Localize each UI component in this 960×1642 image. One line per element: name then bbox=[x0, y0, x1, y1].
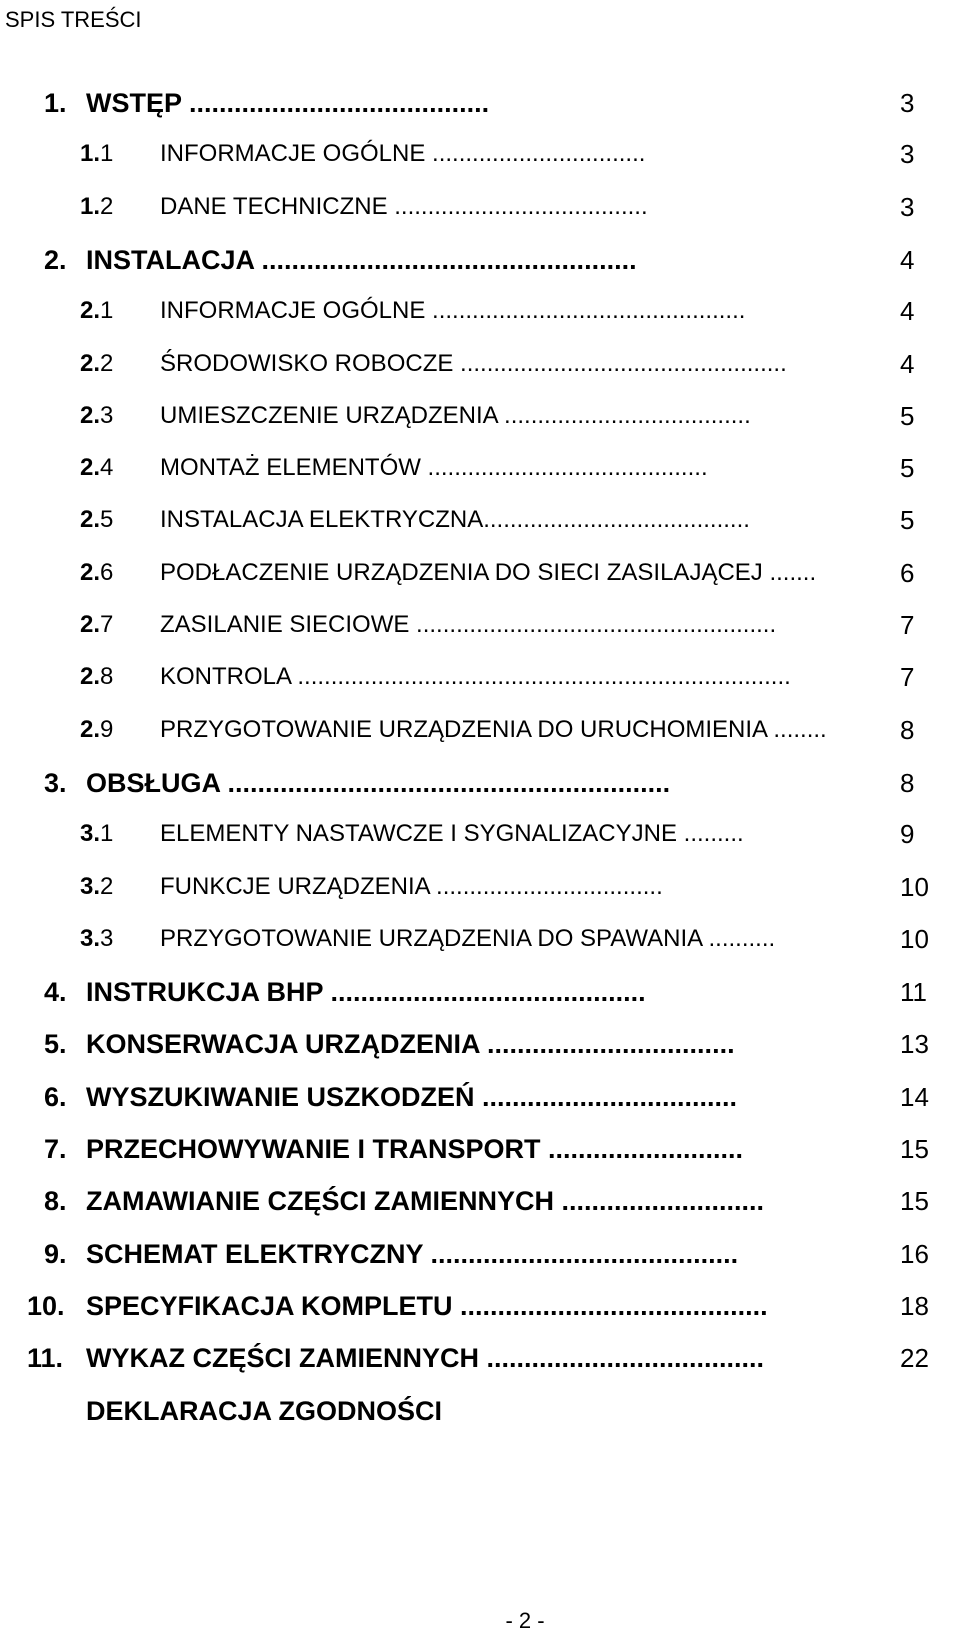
toc-entry-number-minor: 4 bbox=[100, 454, 114, 481]
toc-entry[interactable] bbox=[0, 1132, 960, 1172]
toc-entry[interactable] bbox=[0, 923, 960, 963]
toc-entry-number-major: 3. bbox=[80, 820, 101, 847]
toc-entry-number-minor: 1 bbox=[100, 820, 114, 847]
toc-entry-page: 15 bbox=[900, 1186, 929, 1216]
toc-entry-page: 9 bbox=[900, 819, 915, 849]
toc-entry-title: SPECYFIKACJA KOMPLETU ......................................... bbox=[86, 1291, 768, 1321]
toc-entry-page: 18 bbox=[900, 1291, 929, 1321]
toc-entry-number-major: 2. bbox=[80, 454, 101, 481]
toc-entry-number: 10. bbox=[27, 1291, 65, 1321]
toc-entry-title: PRZECHOWYWANIE I TRANSPORT .......................... bbox=[86, 1134, 744, 1164]
toc-entry-number-major: 2. bbox=[80, 716, 101, 743]
document-title: SPIS TREŚCI bbox=[5, 7, 142, 32]
toc-entry-number bbox=[80, 818, 113, 850]
toc-entry-title: ŚRODOWISKO ROBOCZE ................................................. bbox=[160, 350, 787, 377]
toc-entry[interactable] bbox=[0, 1341, 960, 1381]
toc-entry-number: 1. bbox=[44, 88, 67, 118]
toc-entry-page: 5 bbox=[900, 505, 915, 535]
toc-entry-title: DEKLARACJA ZGODNOŚCI bbox=[86, 1396, 443, 1426]
toc-entry-page: 8 bbox=[900, 715, 915, 745]
toc-entry-number-minor: 5 bbox=[100, 506, 114, 533]
toc-entry-title: KONSERWACJA URZĄDZENIA ................................. bbox=[86, 1029, 735, 1059]
toc-entry-title: KONTROLA .......................................................................... bbox=[160, 663, 791, 690]
toc-entry-number-major: 2. bbox=[80, 350, 101, 377]
toc-entry-title: INSTALACJA ELEKTRYCZNA........................................ bbox=[160, 506, 750, 533]
toc-entry-number: 8. bbox=[44, 1186, 67, 1216]
toc-entry[interactable] bbox=[0, 871, 960, 911]
toc-entry-number-major: 1. bbox=[80, 193, 101, 220]
toc-entry[interactable] bbox=[0, 295, 960, 335]
toc-entry-number bbox=[80, 871, 113, 903]
toc-entry-title: ELEMENTY NASTAWCZE I SYGNALIZACYJNE ......... bbox=[160, 820, 744, 847]
toc-entry-number-minor: 2 bbox=[100, 873, 114, 900]
toc-entry[interactable] bbox=[0, 1027, 960, 1067]
toc-entry-number bbox=[80, 661, 113, 693]
toc-entry-page: 3 bbox=[900, 139, 915, 169]
toc-entry-title: INFORMACJE OGÓLNE ................................ bbox=[160, 140, 646, 167]
toc-entry-page: 6 bbox=[900, 558, 915, 588]
toc-entry-number-minor: 2 bbox=[100, 350, 114, 377]
toc-entry-number bbox=[80, 452, 113, 484]
toc-entry-page: 3 bbox=[900, 88, 915, 118]
toc-entry[interactable] bbox=[0, 1080, 960, 1120]
toc-entry-page: 15 bbox=[900, 1134, 929, 1164]
toc-entry[interactable] bbox=[0, 557, 960, 597]
toc-entry-title: SCHEMAT ELEKTRYCZNY ......................................... bbox=[86, 1239, 739, 1269]
toc-entry[interactable] bbox=[0, 661, 960, 701]
toc-entry-number-major: 3. bbox=[80, 925, 101, 952]
toc-entry-title: INSTALACJA .................................................. bbox=[86, 245, 637, 275]
toc-entry-title: ZASILANIE SIECIOWE ...................................................... bbox=[160, 611, 777, 638]
toc-entry-title: PRZYGOTOWANIE URZĄDZENIA DO URUCHOMIENIA ........ bbox=[160, 716, 827, 743]
toc-entry-number-minor: 7 bbox=[100, 611, 114, 638]
toc-entry-number-major: 2. bbox=[80, 663, 101, 690]
toc-entry-page: 10 bbox=[900, 924, 929, 954]
toc-entry-number bbox=[80, 714, 113, 746]
toc-entry-title: PODŁACZENIE URZĄDZENIA DO SIECI ZASILAJĄCEJ ....... bbox=[160, 559, 817, 586]
toc-entry-page: 22 bbox=[900, 1343, 929, 1373]
toc-entry-number-major: 2. bbox=[80, 402, 101, 429]
toc-entry[interactable] bbox=[0, 766, 960, 806]
toc-entry-page: 5 bbox=[900, 401, 915, 431]
toc-entry[interactable] bbox=[0, 1184, 960, 1224]
toc-entry-number bbox=[80, 348, 113, 380]
toc-entry-number-minor: 2 bbox=[100, 193, 114, 220]
toc-entry-title: UMIESZCZENIE URZĄDZENIA ..................................... bbox=[160, 402, 751, 429]
toc-entry-title: INFORMACJE OGÓLNE ............................................... bbox=[160, 297, 746, 324]
toc-entry[interactable] bbox=[0, 609, 960, 649]
page-number: - 2 - bbox=[505, 1608, 545, 1633]
toc-entry[interactable] bbox=[0, 86, 960, 126]
toc-entry-number bbox=[80, 504, 113, 536]
toc-entry-number-major: 2. bbox=[80, 506, 101, 533]
toc-entry-title: WYSZUKIWANIE USZKODZEŃ .................................. bbox=[86, 1082, 738, 1112]
toc-entry-number: 3. bbox=[44, 768, 67, 798]
toc-entry-page: 10 bbox=[900, 872, 929, 902]
toc-entry[interactable] bbox=[0, 1237, 960, 1277]
toc-entry-number: 5. bbox=[44, 1029, 67, 1059]
toc-entry-number: 11. bbox=[27, 1343, 64, 1373]
toc-entry-title: DANE TECHNICZNE ...................................... bbox=[160, 193, 648, 220]
toc-entry-number bbox=[80, 923, 113, 955]
toc-entry[interactable] bbox=[0, 1394, 960, 1434]
toc-entry-page: 11 bbox=[900, 977, 927, 1007]
toc-entry-title: ZAMAWIANIE CZĘŚCI ZAMIENNYCH ........................... bbox=[86, 1186, 765, 1216]
toc-entry-title: OBSŁUGA ........................................................... bbox=[86, 768, 671, 798]
toc-entry-page: 3 bbox=[900, 192, 915, 222]
toc-entry-number-minor: 3 bbox=[100, 402, 114, 429]
toc-entry-number-minor: 9 bbox=[100, 716, 114, 743]
toc-entry[interactable] bbox=[0, 138, 960, 178]
toc-entry-number bbox=[80, 191, 113, 223]
toc-entry-page: 8 bbox=[900, 768, 915, 798]
toc-entry-title: FUNKCJE URZĄDZENIA .................................. bbox=[160, 873, 663, 900]
toc-entry-number bbox=[80, 295, 113, 327]
toc-entry-page: 4 bbox=[900, 349, 915, 379]
toc-entry-number bbox=[80, 557, 113, 589]
toc-entry-number-minor: 8 bbox=[100, 663, 114, 690]
toc-entry-number-major: 2. bbox=[80, 297, 101, 324]
toc-entry[interactable] bbox=[0, 504, 960, 544]
toc-entry-number: 6. bbox=[44, 1082, 67, 1112]
toc-entry-number-minor: 6 bbox=[100, 559, 114, 586]
toc-entry-title: WYKAZ CZĘŚCI ZAMIENNYCH ..................................... bbox=[86, 1343, 765, 1373]
toc-entry[interactable] bbox=[0, 348, 960, 388]
toc-entry-number bbox=[80, 400, 113, 432]
toc-entry-title: PRZYGOTOWANIE URZĄDZENIA DO SPAWANIA .......... bbox=[160, 925, 776, 952]
toc-entry[interactable] bbox=[0, 975, 960, 1015]
toc-entry-title: MONTAŻ ELEMENTÓW .......................................... bbox=[160, 454, 708, 481]
toc-entry-title: INSTRUKCJA BHP .......................................... bbox=[86, 977, 646, 1007]
toc-entry-page: 14 bbox=[900, 1082, 929, 1112]
toc-entry-number: 4. bbox=[44, 977, 67, 1007]
toc-entry-number: 2. bbox=[44, 245, 67, 275]
toc-entry-page: 4 bbox=[900, 296, 915, 326]
toc-entry-page: 7 bbox=[900, 662, 915, 692]
toc-entry-number-major: 3. bbox=[80, 873, 101, 900]
toc-entry[interactable] bbox=[0, 818, 960, 858]
toc-entry-page: 5 bbox=[900, 453, 915, 483]
toc-entry[interactable] bbox=[0, 1289, 960, 1329]
toc-entry[interactable] bbox=[0, 400, 960, 440]
toc-entry-page: 7 bbox=[900, 610, 915, 640]
toc-entry-title: WSTĘP ........................................ bbox=[86, 88, 490, 118]
toc-entry-number-minor: 3 bbox=[100, 925, 114, 952]
toc-entry-number-major: 1. bbox=[80, 140, 101, 167]
toc-entry-number-major: 2. bbox=[80, 611, 101, 638]
toc-entry[interactable] bbox=[0, 191, 960, 231]
toc-entry[interactable] bbox=[0, 243, 960, 283]
toc-entry-number-minor: 1 bbox=[100, 297, 114, 324]
toc-entry-number bbox=[80, 138, 113, 170]
toc-entry-page: 16 bbox=[900, 1239, 929, 1269]
toc-entry-page: 4 bbox=[900, 245, 915, 275]
toc-entry-number: 9. bbox=[44, 1239, 67, 1269]
toc-entry-number bbox=[80, 609, 113, 641]
toc-entry[interactable] bbox=[0, 452, 960, 492]
toc-entry-number-minor: 1 bbox=[100, 140, 114, 167]
toc-entry[interactable] bbox=[0, 714, 960, 754]
toc-entry-page: 13 bbox=[900, 1029, 929, 1059]
toc-entry-number: 7. bbox=[44, 1134, 67, 1164]
toc-entry-number-major: 2. bbox=[80, 559, 101, 586]
